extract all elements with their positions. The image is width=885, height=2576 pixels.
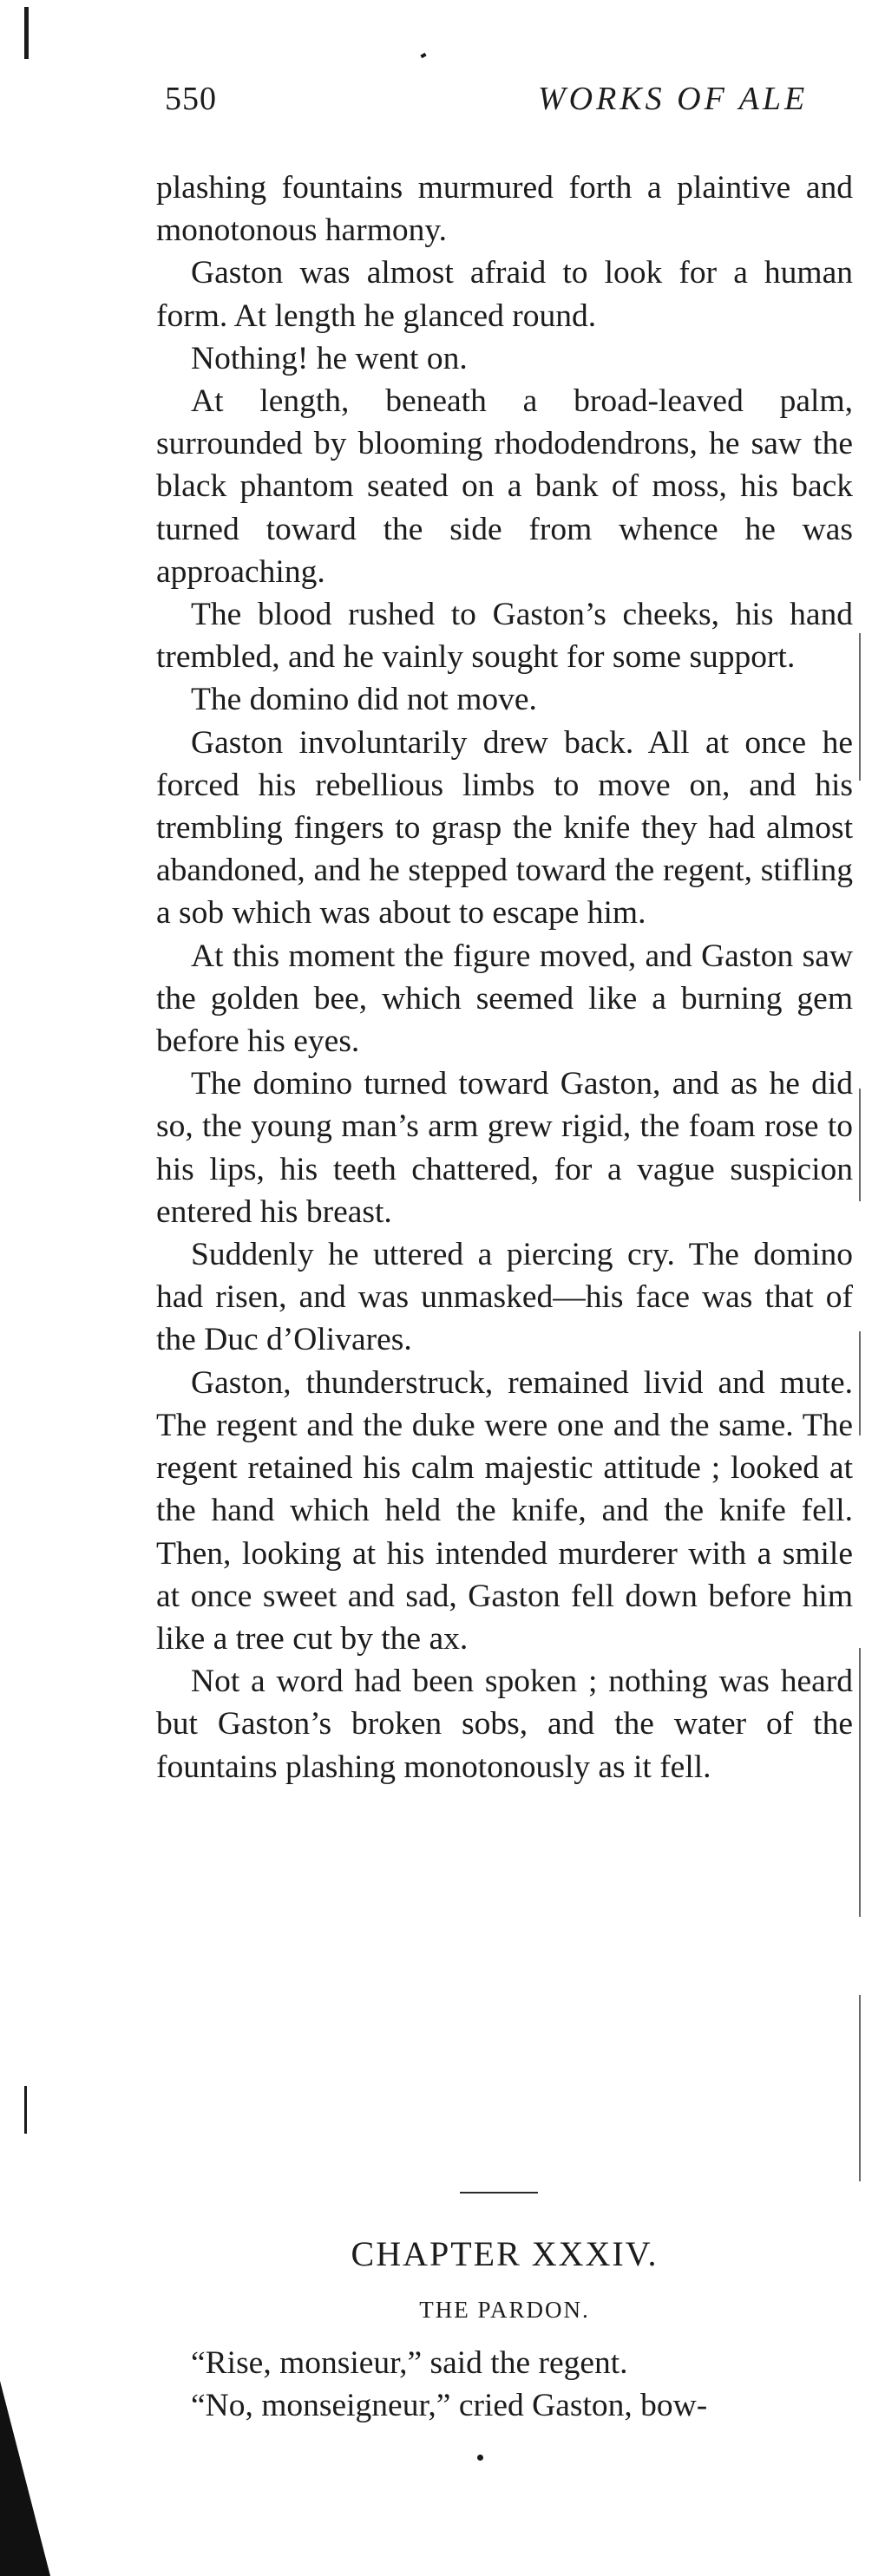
paragraph: The blood rushed to Gaston’s cheeks, his hand trembled, and he vainly sought for some support.	[156, 597, 853, 676]
paragraph: Not a word had been spoken ; nothing was heard but Gaston’s broken sobs, and the water of the fountains plashing monotonously as it fell.	[156, 1664, 853, 1785]
paragraph: At length, beneath a broad-leaved palm, surrounded by blooming rhododendrons, he saw the black phantom seated on a bank of moss, his back turned toward the side from whence he was approaching.	[156, 383, 853, 590]
paragraph: “No, monseigneur,” cried Gaston, bow-	[191, 2388, 708, 2424]
chapter-title: CHAPTER XXXIV.	[351, 2234, 659, 2273]
paragraph: plashing fountains murmured forth a plaintive and monotonous harmony.	[156, 170, 853, 249]
running-head	[165, 80, 872, 123]
scan-mark-left	[24, 2086, 27, 2134]
paragraph: At this moment the figure moved, and Gaston saw the golden bee, which seemed like a burning gem before his eyes.	[156, 938, 853, 1060]
chapter-subtitle: THE PARDON.	[419, 2297, 590, 2323]
chapter-text	[156, 2342, 853, 2427]
paragraph: Gaston, thunderstruck, remained livid and mute. The regent and the duke were one and the same. The regent retained his calm majestic attitude ; looked at the hand which held the knife, and the knife fell. Then, looking at his intended murderer with a smile at once sweet and sad, Gaston fell down before him like a tree cut by the ax.	[156, 1364, 853, 1657]
margin-rule-right	[859, 1648, 861, 1917]
body-text	[156, 167, 853, 1788]
scan-mark-top-left	[24, 7, 29, 59]
paragraph: Suddenly he uttered a piercing cry. The domino had risen, and was unmasked—his face was that of the Duc d’Olivares.	[156, 1237, 853, 1358]
section-divider	[460, 2192, 538, 2194]
margin-rule-right	[859, 1995, 861, 2181]
paragraph: “Rise, monsieur,” said the regent.	[191, 2345, 628, 2381]
margin-rule-right	[859, 1331, 861, 1435]
paragraph: The domino did not move.	[191, 682, 537, 718]
paragraph: Nothing! he went on.	[191, 340, 468, 376]
margin-rule-right	[859, 1089, 861, 1201]
scan-shadow-bottom-left	[0, 2381, 50, 2576]
paragraph: The domino turned toward Gaston, and as he did so, the young man’s arm grew rigid, the foam rose to his lips, his teeth chattered, for a vague suspicion entered his breast.	[156, 1066, 853, 1230]
paragraph: Gaston was almost afraid to look for a human form. At length he glanced round.	[156, 255, 853, 334]
page-number: 550	[165, 81, 217, 117]
running-title: WORKS OF ALE	[538, 81, 809, 117]
margin-rule-right	[859, 633, 861, 781]
scan-dot-bottom	[477, 2455, 483, 2461]
scan-dot-top	[420, 53, 426, 58]
paragraph: Gaston involuntarily drew back. All at once he forced his rebellious limbs to move on, and his trembling fingers to grasp the knife they had almost abandoned, and he stepped toward the regent, stifling a sob which was about to escape him.	[156, 724, 853, 932]
